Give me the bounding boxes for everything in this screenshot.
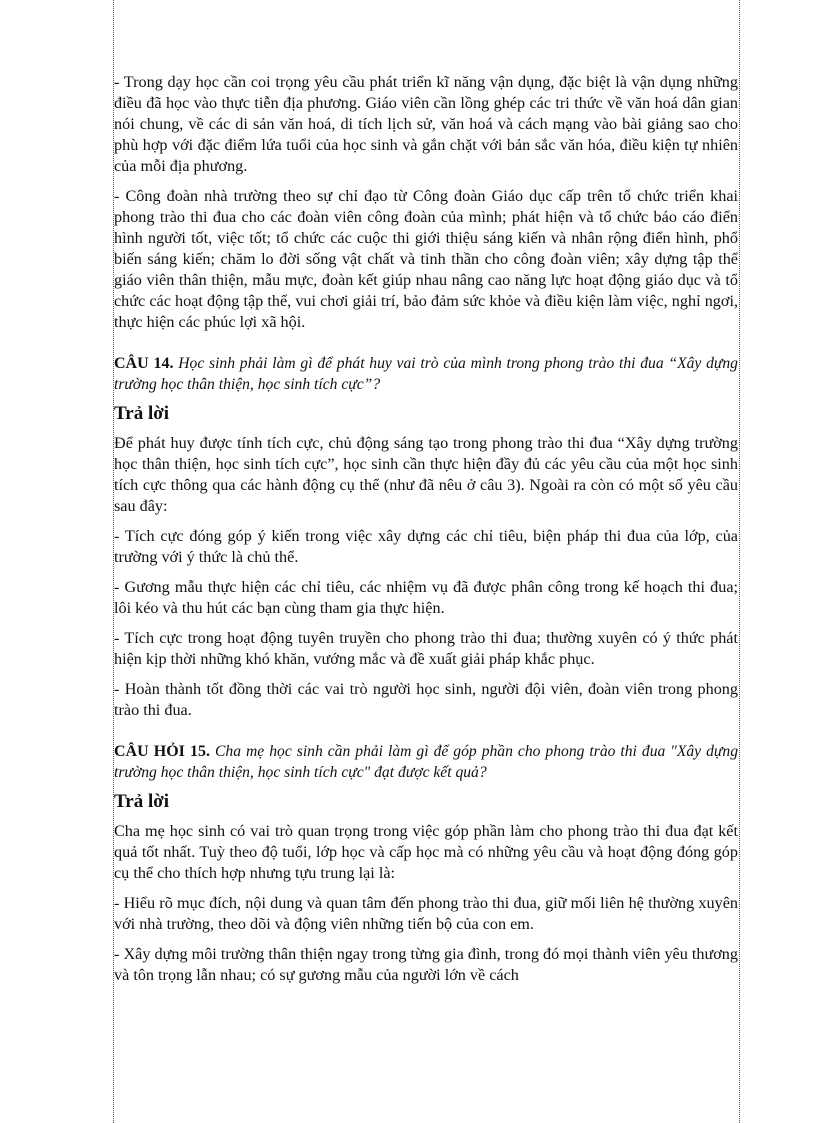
question-14-text: Học sinh phải làm gì để phát huy vai trò của mình trong phong trào thi đua “Xây dựng trường học thân thiện, học sinh tích cực”? <box>114 355 738 393</box>
question-14-label: CÂU 14. <box>114 355 174 372</box>
answer-15-item-1: - Hiểu rõ mục đích, nội dung và quan tâm đến phong trào thi đua, giữ mối liên hệ thường xuyên với nhà trường, theo dõi và động viên những tiến bộ của con em. <box>114 894 738 933</box>
right-margin-guide <box>739 0 740 1123</box>
answer-15-intro: Cha mẹ học sinh có vai trò quan trọng trong việc góp phần làm cho phong trào thi đua đạt kết quả tốt nhất. Tuỳ theo độ tuổi, lớp học và cấp học mà có những yêu cầu và hoạt động đóng góp cụ thể cho thích hợp nhưng tựu trung lại là: <box>114 822 738 882</box>
answer-15-item-2: - Xây dựng môi trường thân thiện ngay trong từng gia đình, trong đó mọi thành viên yêu thương và tôn trọng lẫn nhau; có sự gương mẫu của người lớn về cách <box>114 945 738 984</box>
document-body <box>114 72 738 995</box>
question-15 <box>114 741 738 783</box>
question-15-text: Cha mẹ học sinh cần phải làm gì để góp phần cho phong trào thi đua "Xây dựng trường học thân thiện, học sinh tích cực" đạt được kết quả? <box>114 743 739 781</box>
answer-14-heading: Trả lời <box>114 403 170 424</box>
question-14 <box>114 353 738 395</box>
paragraph-union: - Công đoàn nhà trường theo sự chỉ đạo từ Công đoàn Giáo dục cấp trên tổ chức triển khai phong trào thi đua cho các đoàn viên công đoàn của mình; phát hiện và tổ chức báo cáo điển hình người tốt, việc tốt; tổ chức các cuộc thi giới thiệu sáng kiến và nhân rộng điển hình, phổ biến sáng kiến; chăm lo đời sống vật chất và tinh thần cho công đoàn viên; xây dựng tập thể giáo viên thân thiện, mẫu mực, đoàn kết giúp nhau nâng cao năng lực hoạt động giáo dục và tổ chức các hoạt động tập thể, vui chơi giải trí, bảo đảm sức khỏe và điều kiện làm việc, nghỉ ngơi, thực hiện các phúc lợi xã hội. <box>114 187 738 331</box>
answer-15-heading: Trả lời <box>114 791 170 812</box>
paragraph-teaching: - Trong dạy học cần coi trọng yêu cầu phát triển kĩ năng vận dụng, đặc biệt là vận dụng những điều đã học vào thực tiễn địa phương. Giáo viên cần lồng ghép các tri thức về văn hoá dân gian nói chung, về các di sản văn hoá, di tích lịch sử, văn hoá và cách mạng vào bài giảng sao cho phù hợp với đặc điểm lứa tuổi của học sinh và gắn chặt với bản sắc văn hóa, điều kiện tự nhiên của mỗi địa phương. <box>114 73 738 175</box>
answer-14-item-4: - Hoàn thành tốt đồng thời các vai trò người học sinh, người đội viên, đoàn viên trong phong trào thi đua. <box>114 680 738 719</box>
answer-14-item-1: - Tích cực đóng góp ý kiến trong việc xây dựng các chỉ tiêu, biện pháp thi đua của lớp, của trường với ý thức là chủ thể. <box>114 527 738 566</box>
answer-14-item-3: - Tích cực trong hoạt động tuyên truyền cho phong trào thi đua; thường xuyên có ý thức phát hiện kịp thời những khó khăn, vướng mắc và đề xuất giải pháp khắc phục. <box>114 629 738 668</box>
answer-14-item-2: - Gương mẫu thực hiện các chỉ tiêu, các nhiệm vụ đã được phân công trong kế hoạch thi đua; lôi kéo và thu hút các bạn cùng tham gia thực hiện. <box>114 578 738 617</box>
question-15-label: CÂU HỎI 15. <box>114 743 211 760</box>
answer-14-intro: Để phát huy được tính tích cực, chủ động sáng tạo trong phong trào thi đua “Xây dựng trường học thân thiện, học sinh tích cực”, học sinh cần thực hiện đầy đủ các yêu cầu của một học sinh tích cực thông qua các hành động cụ thể (như đã nêu ở câu 3). Ngoài ra còn có một số yêu cầu sau đây: <box>114 434 738 515</box>
